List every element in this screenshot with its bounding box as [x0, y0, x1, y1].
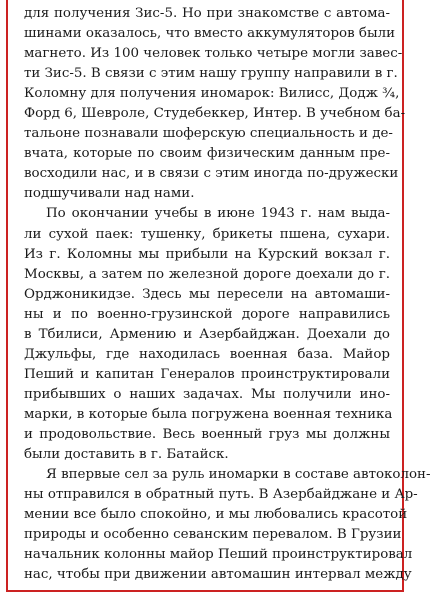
text-line: Я впервые сел за руль иномарки в составе автоколон-: [46, 467, 430, 483]
text-line: восходили нас, и в связи с этим иногда по-дружески: [24, 166, 399, 182]
text-line: были доставить в г. Батайск.: [24, 447, 229, 463]
text-line: Из г. Коломны мы прибыли на Курский вокзал г.: [24, 246, 390, 262]
text-line: Москвы, а затем по железной дороге доехали до г.: [24, 266, 390, 282]
text-line: тальоне познавали шоферскую специальность и де-: [24, 126, 393, 142]
text-line: прибывших о наших задачах. Мы получили ино-: [24, 386, 390, 402]
text-line: для получения Зис-5. Но при знакомстве с автома-: [24, 6, 390, 21]
text-line: мении все было спокойно, и мы любовались красотой: [24, 507, 408, 523]
text-line: ли сухой паек: тушенку, брикеты пшена, сухари.: [24, 226, 390, 242]
text-line: Форд 6, Шевроле, Студебеккер, Интер. В учебном ба-: [24, 106, 406, 122]
text-line: Орджоникидзе. Здесь мы пересели на автомаши-: [24, 286, 390, 302]
document-text: [24, 4, 430, 585]
text-line: марки, в которые была погружена военная техника: [24, 406, 393, 422]
text-line: подшучивали над нами.: [24, 186, 195, 202]
text-line: начальник колонны майор Пеший проинструктировал: [24, 547, 413, 563]
text-line: шинами оказалось, что вместо аккумуляторов были: [24, 26, 396, 42]
text-line: вчата, которые по своим физическим данным пре-: [24, 146, 390, 162]
text-line: в Тбилиси, Армению и Азербайджан. Доехали до: [24, 326, 390, 342]
text-line: По окончании учебы в июне 1943 г. нам выда-: [46, 206, 390, 222]
text-line: Джульфы, где находилась военная база. Майор: [24, 346, 390, 362]
text-line: Пеший и капитан Генералов проинструктировали: [24, 366, 390, 382]
paragraph-2: [24, 204, 393, 465]
text-line: и продовольствие. Весь военный груз мы должны: [24, 426, 390, 442]
text-line: нас, чтобы при движении автомашин интервал между: [24, 567, 412, 583]
text-line: ти Зис-5. В связи с этим нашу группу направили в г.: [24, 66, 398, 82]
text-line: ны и по военно-грузинской дороге направились: [24, 306, 390, 322]
text-line: Коломну для получения иномарок: Вилисс, Додж ¾,: [24, 86, 400, 102]
text-line: природы и особенно севанским перевалом. В Грузии: [24, 527, 402, 543]
text-line: ны отправился в обратный путь. В Азербайджане и Ар-: [24, 487, 418, 503]
text-line: магнето. Из 100 человек только четыре могли завес-: [24, 46, 403, 62]
paragraph-1: [24, 4, 406, 204]
paragraph-3: [24, 465, 430, 585]
